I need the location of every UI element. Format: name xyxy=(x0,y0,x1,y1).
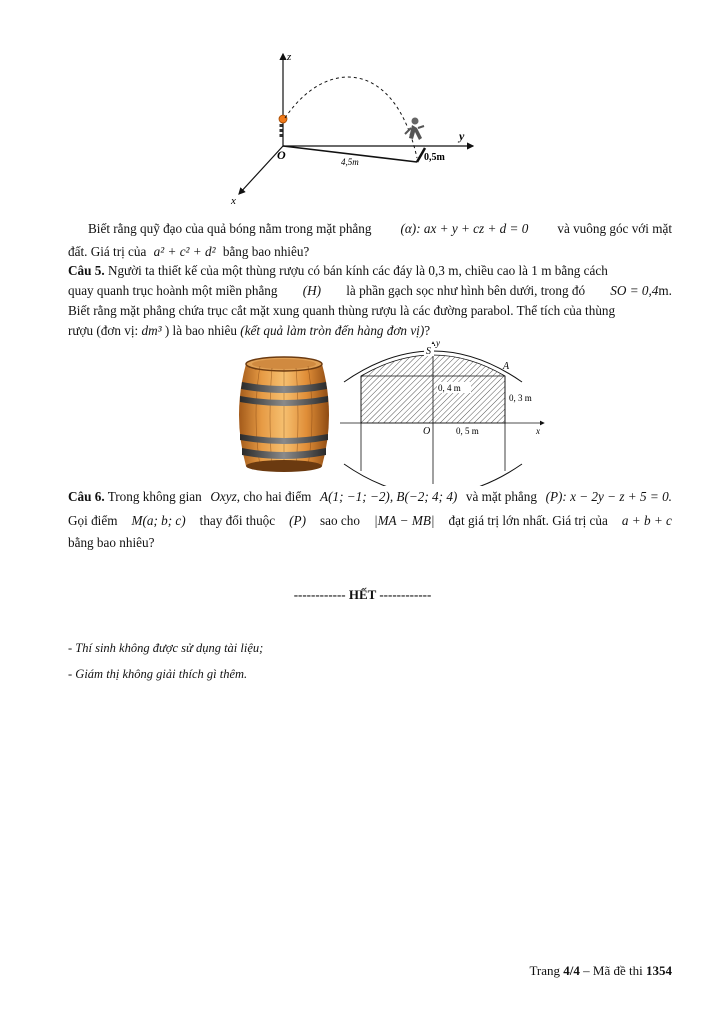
q5-l4a: rượu (đơn vị: xyxy=(68,323,139,338)
q5-label: Câu 5. xyxy=(68,263,105,278)
footer-page-prefix: Trang xyxy=(529,963,564,978)
q6-plane: (P): x − 2y − z + 5 = 0. xyxy=(545,489,672,504)
q6-abs-expr: |MA − MB| xyxy=(373,513,435,528)
q4-conclusion xyxy=(68,219,672,262)
q6-line-2 xyxy=(68,511,672,531)
end-marker: ------------ HẾT ------------ xyxy=(293,587,432,602)
q5-l2c: m. xyxy=(658,283,672,298)
z-axis-label: z xyxy=(287,51,292,63)
question-5 xyxy=(68,261,672,341)
label-radius: 0, 3 m xyxy=(509,393,532,403)
q4-line-2 xyxy=(68,242,672,262)
q6-points: A(1; −1; −2), B(−2; 4; 4) xyxy=(320,489,458,504)
q6-l2a: Gọi điểm xyxy=(68,513,118,528)
q6-l1b: , cho hai điểm xyxy=(236,489,312,504)
q6-l2c: sao cho xyxy=(320,513,360,528)
q5-region-H: (H) xyxy=(302,283,322,298)
origin-O-label: O xyxy=(423,426,431,437)
q5-l4q: ? xyxy=(424,323,431,338)
footer-page-number: 4/4 xyxy=(563,963,580,978)
q4-line1-b: và vuông góc với mặt xyxy=(557,221,672,236)
q5-rounding-note: (kết quả làm tròn đến hàng đơn vị) xyxy=(240,323,425,338)
x-axis-label: x xyxy=(536,426,540,436)
q5-l4b: ) là bao nhiêu xyxy=(164,323,237,338)
q4-line-1 xyxy=(68,219,672,239)
q5-l1: Người ta thiết kế của một thùng rượu có bán kính các đáy là 0,3 m, chiều cao là 1 m bằng cách xyxy=(107,263,608,278)
label-SO: 0, 4 m xyxy=(438,383,461,393)
ball-trajectory-figure xyxy=(225,48,485,210)
q6-l2b: thay đổi thuộc xyxy=(199,513,276,528)
x-axis-label: x xyxy=(231,195,236,207)
q6-line-1 xyxy=(68,487,672,507)
q5-l2a: quay quanh trục hoành một miền phẳng xyxy=(68,283,278,298)
q6-l3: bằng bao nhiêu? xyxy=(68,535,155,550)
point-A-label: A xyxy=(503,361,510,372)
point-S-label: S xyxy=(426,346,431,357)
distance-label: 4,5m xyxy=(341,157,359,167)
y-axis-label: y xyxy=(436,338,440,348)
q6-sum: a + b + c xyxy=(621,513,672,528)
plane-equation: (α): ax + y + cz + d = 0 xyxy=(400,221,529,236)
q5-l3: Biết rằng mặt phẳng chứa trục cắt mặt xung quanh thùng rượu là các đường parabol. Thể tích của thùng xyxy=(68,303,616,318)
q6-point-M: M(a; b; c) xyxy=(131,513,186,528)
q5-line-2 xyxy=(68,281,672,301)
q6-l2d: đạt giá trị lớn nhất. Giá trị của xyxy=(448,513,608,528)
q6-line-3 xyxy=(68,533,672,553)
q5-line-1 xyxy=(68,261,672,281)
q5-so: SO = 0,4 xyxy=(610,283,659,298)
barrel-section-diagram xyxy=(338,338,550,486)
q5-unit: dm³ xyxy=(141,323,162,338)
note-no-explanation: - Giám thị không giải thích gì thêm. xyxy=(68,667,248,681)
q4-line2-b: bằng bao nhiêu? xyxy=(222,244,310,259)
label-half-height: 0, 5 m xyxy=(456,426,479,436)
q4-line2-a: đất. Giá trị của xyxy=(68,244,147,259)
page-footer xyxy=(529,961,672,981)
q6-plane-P: (P) xyxy=(289,513,306,528)
footer-code-prefix: – Mã đề thi xyxy=(579,963,646,978)
q6-space: Oxyz xyxy=(210,489,237,504)
y-axis-label: y xyxy=(459,129,465,143)
q4-expression: a² + c² + d² xyxy=(153,244,216,259)
note-no-documents: - Thí sinh không được sử dụng tài liệu; xyxy=(68,641,264,655)
q6-label: Câu 6. xyxy=(68,489,105,504)
q5-line-3 xyxy=(68,301,672,321)
q5-l2b: là phần gạch sọc như hình bên dưới, trong đó xyxy=(346,283,586,298)
q6-l1c: và mặt phẳng xyxy=(465,489,537,504)
q4-line1-a: Biết rằng quỹ đạo của quả bóng nằm trong mặt phẳng xyxy=(88,221,372,236)
q6-l1a: Trong không gian xyxy=(107,489,202,504)
question-6 xyxy=(68,487,672,553)
barrel-image xyxy=(230,354,338,476)
origin-label: O xyxy=(277,148,286,162)
footer-exam-code: 1354 xyxy=(646,963,672,978)
offset-label: 0,5m xyxy=(424,152,445,163)
